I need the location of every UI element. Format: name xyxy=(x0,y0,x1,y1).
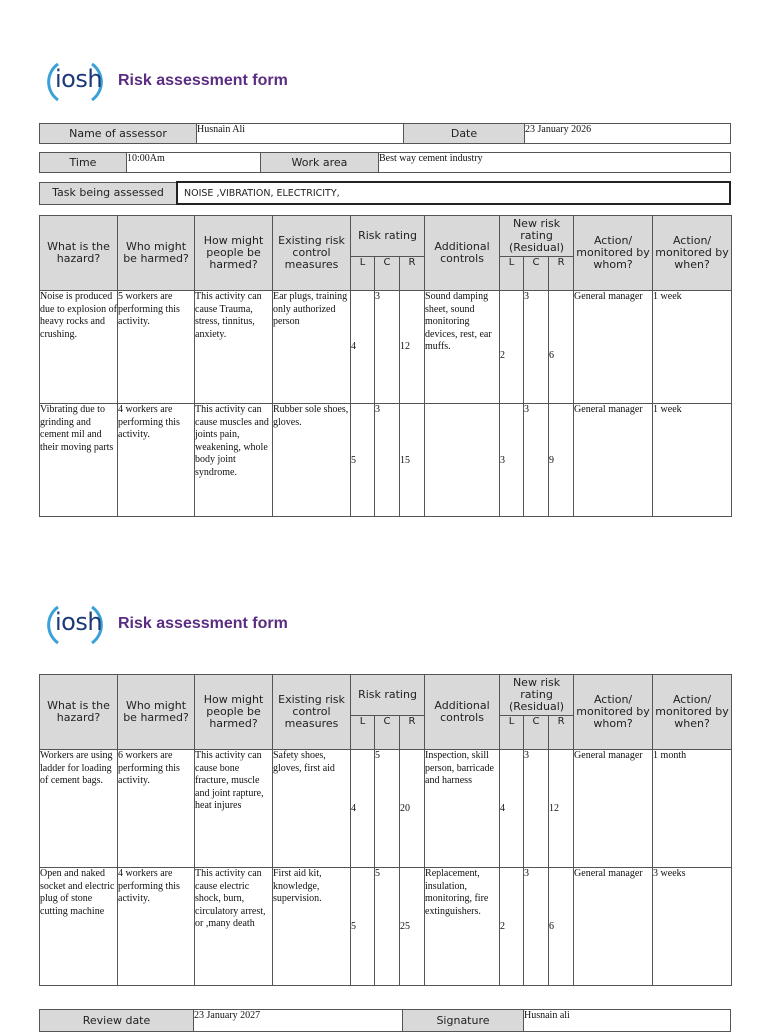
table-row xyxy=(40,404,732,517)
header-who: Who might be harmed? xyxy=(118,675,195,750)
c-cell: 5 xyxy=(375,868,400,986)
header-new-risk: New risk rating (Residual) xyxy=(500,216,574,257)
header-how: How might people be harmed? xyxy=(195,216,273,291)
header-hazard: What is the hazard? xyxy=(40,675,118,750)
header-risk-rating: Risk rating xyxy=(351,216,425,257)
header-hazard: What is the hazard? xyxy=(40,216,118,291)
form-title: Risk assessment form xyxy=(118,615,288,632)
who-cell: 5 workers are performing this activity. xyxy=(118,291,195,404)
r-cell: 25 xyxy=(400,868,425,986)
c-cell: 3 xyxy=(375,404,400,517)
new-c-cell: 3 xyxy=(524,750,549,868)
risk-table-1 xyxy=(39,215,732,517)
how-cell: This activity can cause electric shock, burn, circulatory arrest, or ,many death xyxy=(195,868,273,986)
additional-cell: Sound damping sheet, sound monitoring devices, rest, ear muffs. xyxy=(425,291,500,404)
when-cell: 3 weeks xyxy=(653,868,732,986)
review-value: 23 January 2027 xyxy=(194,1010,403,1032)
whom-cell: General manager xyxy=(574,291,653,404)
new-c-cell: 3 xyxy=(524,404,549,517)
new-c-cell: 3 xyxy=(524,868,549,986)
header-additional: Additional controls xyxy=(425,675,500,750)
when-cell: 1 week xyxy=(653,291,732,404)
task-row xyxy=(39,181,731,205)
assessor-row xyxy=(39,123,731,144)
time-value: 10:00Am xyxy=(127,153,261,173)
c-cell: 3 xyxy=(375,291,400,404)
header-r: R xyxy=(400,716,425,750)
new-l-cell: 2 xyxy=(500,868,524,986)
whom-cell: General manager xyxy=(574,750,653,868)
hazard-cell: Noise is produced due to explosion of heavy rocks and crushing. xyxy=(40,291,118,404)
header-action-whom: Action/ monitored by whom? xyxy=(574,675,653,750)
header-new-r: R xyxy=(549,716,574,750)
header-additional: Additional controls xyxy=(425,216,500,291)
header-l: L xyxy=(351,716,375,750)
header-r: R xyxy=(400,257,425,291)
when-cell: 1 month xyxy=(653,750,732,868)
existing-cell: Rubber sole shoes, gloves. xyxy=(273,404,351,517)
whom-cell: General manager xyxy=(574,868,653,986)
risk-table-2 xyxy=(39,674,732,986)
header-new-l: L xyxy=(500,716,524,750)
review-row xyxy=(39,1009,731,1032)
header-action-whom: Action/ monitored by whom? xyxy=(574,216,653,291)
iosh-logo xyxy=(46,601,104,649)
new-r-cell: 9 xyxy=(549,404,574,517)
how-cell: This activity can cause muscles and joints pain, weakening, whole body joint syndrome. xyxy=(195,404,273,517)
l-cell: 4 xyxy=(351,750,375,868)
header-new-c: C xyxy=(524,257,549,291)
review-label: Review date xyxy=(40,1010,194,1032)
header-new-c: C xyxy=(524,716,549,750)
header-new-r: R xyxy=(549,257,574,291)
additional-cell: Inspection, skill person, barricade and harness xyxy=(425,750,500,868)
header-action-when: Action/ monitored by when? xyxy=(653,216,732,291)
table-row xyxy=(40,750,732,868)
how-cell: This activity can cause Trauma, stress, tinnitus, anxiety. xyxy=(195,291,273,404)
date-value: 23 January 2026 xyxy=(525,124,731,144)
header-existing: Existing risk control measures xyxy=(273,216,351,291)
workarea-value: Best way cement industry xyxy=(379,153,731,173)
task-value: NOISE ,VIBRATION, ELECTRICITY, xyxy=(177,182,730,204)
assessor-label: Name of assessor xyxy=(40,124,197,144)
new-r-cell: 12 xyxy=(549,750,574,868)
header-how: How might people be harmed? xyxy=(195,675,273,750)
r-cell: 12 xyxy=(400,291,425,404)
r-cell: 20 xyxy=(400,750,425,868)
new-l-cell: 4 xyxy=(500,750,524,868)
task-label: Task being assessed xyxy=(40,182,178,204)
how-cell: This activity can cause bone fracture, muscle and joint rapture, heat injures xyxy=(195,750,273,868)
table-row xyxy=(40,291,732,404)
l-cell: 5 xyxy=(351,868,375,986)
additional-cell xyxy=(425,404,500,517)
l-cell: 4 xyxy=(351,291,375,404)
time-row xyxy=(39,152,731,173)
who-cell: 4 workers are performing this activity. xyxy=(118,868,195,986)
header-who: Who might be harmed? xyxy=(118,216,195,291)
form-title: Risk assessment form xyxy=(118,72,288,89)
assessor-value: Husnain Ali xyxy=(197,124,404,144)
header-l: L xyxy=(351,257,375,291)
l-cell: 5 xyxy=(351,404,375,517)
who-cell: 6 workers are performing this activity. xyxy=(118,750,195,868)
new-r-cell: 6 xyxy=(549,291,574,404)
hazard-cell: Vibrating due to grinding and cement mil and their moving parts xyxy=(40,404,118,517)
r-cell: 15 xyxy=(400,404,425,517)
header-risk-rating: Risk rating xyxy=(351,675,425,716)
additional-cell: Replacement, insulation, monitoring, fire extinguishers. xyxy=(425,868,500,986)
logo-text: iosh xyxy=(55,65,103,93)
header-new-risk: New risk rating (Residual) xyxy=(500,675,574,716)
hazard-cell: Workers are using ladder for loading of cement bags. xyxy=(40,750,118,868)
existing-cell: Ear plugs, training only authorized person xyxy=(273,291,351,404)
new-l-cell: 2 xyxy=(500,291,524,404)
new-c-cell: 3 xyxy=(524,291,549,404)
new-l-cell: 3 xyxy=(500,404,524,517)
date-label: Date xyxy=(404,124,525,144)
new-r-cell: 6 xyxy=(549,868,574,986)
hazard-cell: Open and naked socket and electric plug of stone cutting machine xyxy=(40,868,118,986)
existing-cell: Safety shoes, gloves, first aid xyxy=(273,750,351,868)
c-cell: 5 xyxy=(375,750,400,868)
when-cell: 1 week xyxy=(653,404,732,517)
time-label: Time xyxy=(40,153,127,173)
table-row xyxy=(40,868,732,986)
existing-cell: First aid kit, knowledge, supervision. xyxy=(273,868,351,986)
header-existing: Existing risk control measures xyxy=(273,675,351,750)
logo-text: iosh xyxy=(55,608,103,636)
signature-value: Husnain ali xyxy=(524,1010,731,1032)
workarea-label: Work area xyxy=(261,153,379,173)
header-action-when: Action/ monitored by when? xyxy=(653,675,732,750)
header-c: C xyxy=(375,716,400,750)
who-cell: 4 workers are performing this activity. xyxy=(118,404,195,517)
iosh-logo xyxy=(46,58,104,106)
signature-label: Signature xyxy=(403,1010,524,1032)
whom-cell: General manager xyxy=(574,404,653,517)
header-new-l: L xyxy=(500,257,524,291)
header-c: C xyxy=(375,257,400,291)
